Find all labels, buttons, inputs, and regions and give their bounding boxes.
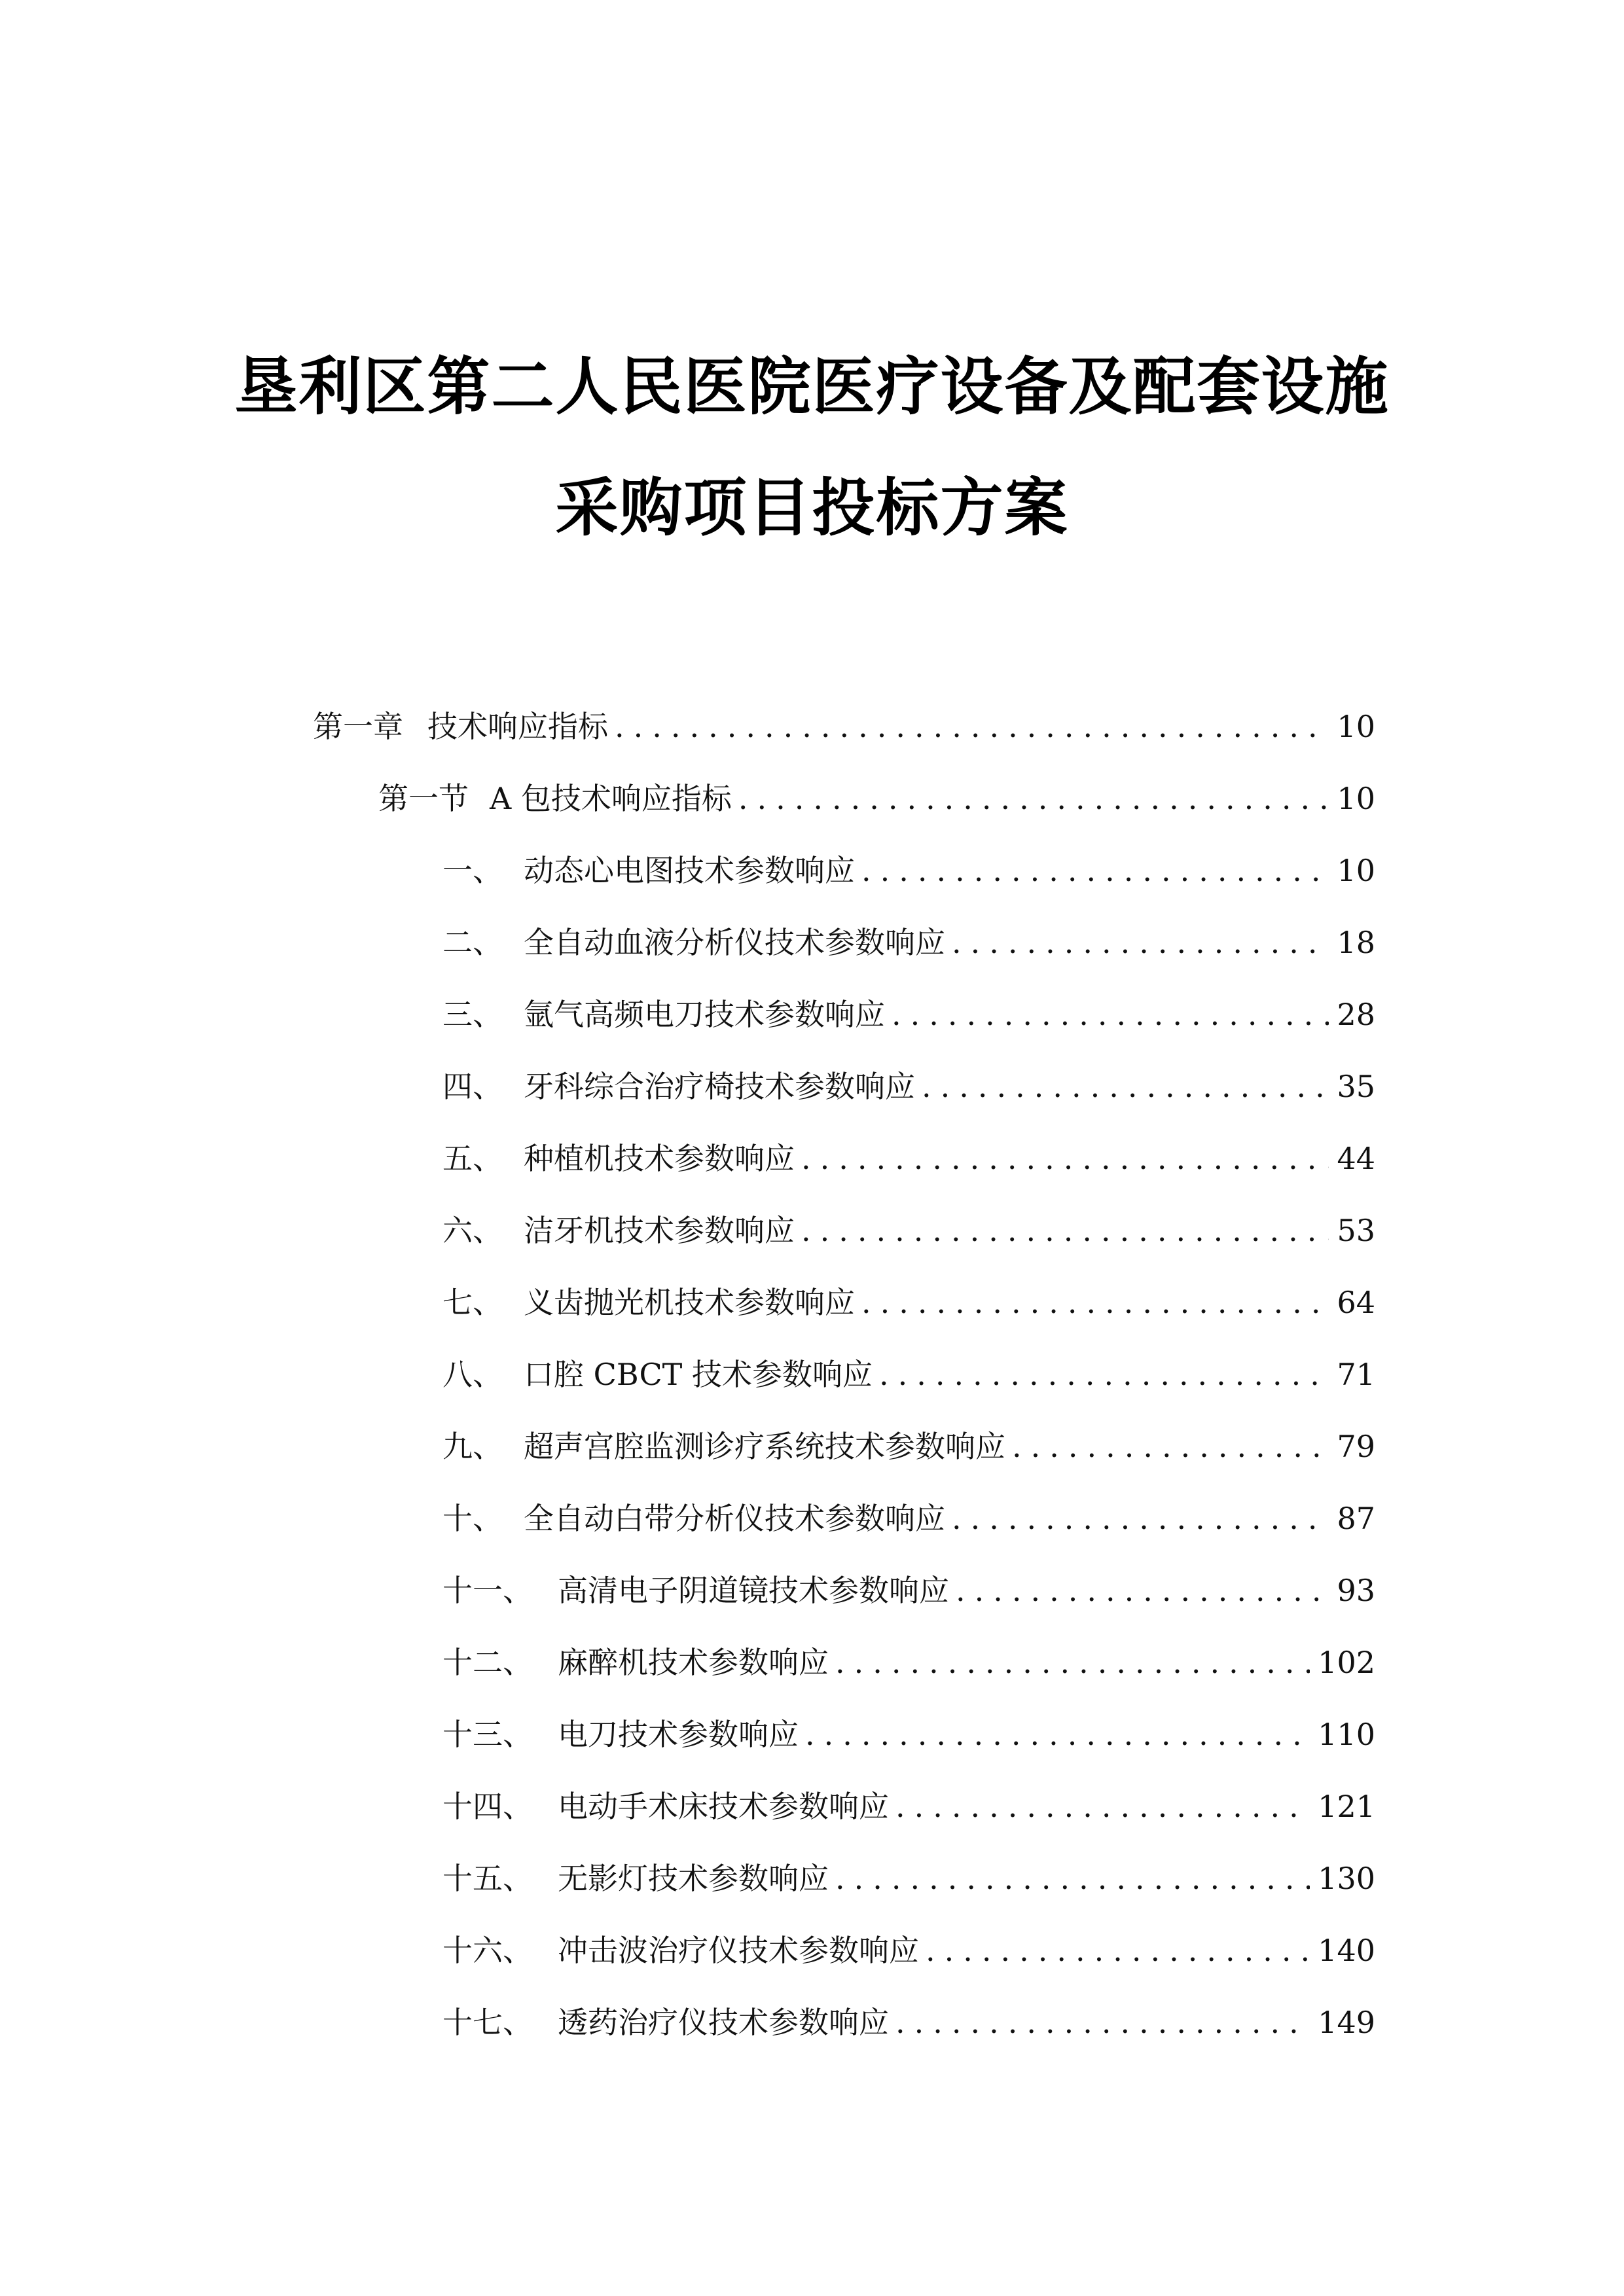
toc-dot-leader — [835, 1643, 1310, 1682]
toc-dot-leader — [861, 1283, 1329, 1322]
toc-item-entry[interactable] — [442, 1571, 1375, 1610]
toc-page-number: 18 — [1337, 925, 1375, 960]
toc-dot-leader — [738, 779, 1329, 818]
toc-entry-label: 氩气高频电刀技术参数响应 — [524, 997, 885, 1032]
toc-page-number: 64 — [1337, 1285, 1375, 1320]
toc-entry-label: 超声宫腔监测诊疗系统技术参数响应 — [524, 1429, 1005, 1464]
toc-dot-leader — [805, 1715, 1310, 1754]
toc-entry-label: 动态心电图技术参数响应 — [524, 853, 855, 888]
toc-chapter-entry[interactable] — [313, 707, 1375, 746]
toc-item-entry[interactable] — [442, 1931, 1375, 1970]
toc-dot-leader — [952, 1499, 1329, 1538]
toc-entry-label: 口腔 CBCT 技术参数响应 — [524, 1357, 873, 1392]
toc-page-number: 130 — [1318, 1861, 1375, 1896]
toc-page-number: 53 — [1337, 1213, 1375, 1248]
toc-page-number: 87 — [1337, 1501, 1375, 1536]
toc-page-number: 10 — [1337, 781, 1375, 816]
toc-item-entry[interactable] — [442, 1787, 1375, 1826]
toc-entry-label: 无影灯技术参数响应 — [558, 1861, 829, 1896]
toc-entry-label: 电动手术床技术参数响应 — [558, 1789, 889, 1824]
toc-page-number: 10 — [1337, 709, 1375, 744]
toc-item-entry[interactable] — [442, 995, 1375, 1034]
toc-item-entry[interactable] — [442, 1427, 1375, 1466]
toc-entry-number: 九、 — [442, 1429, 503, 1464]
toc-entry-number: 二、 — [442, 925, 503, 960]
toc-entry-number: 十七、 — [442, 2005, 533, 2040]
toc-entry-number: 七、 — [442, 1285, 503, 1320]
toc-entry-label: 洁牙机技术参数响应 — [524, 1213, 795, 1248]
toc-entry-label: 冲击波治疗仪技术参数响应 — [558, 1933, 919, 1968]
toc-entry-label: 技术响应指标 — [427, 709, 608, 744]
toc-item-entry[interactable] — [442, 1499, 1375, 1538]
toc-entry-number: 十、 — [442, 1501, 503, 1536]
toc-item-entry[interactable] — [442, 1067, 1375, 1106]
toc-entry-number: 一、 — [442, 853, 503, 888]
toc-entry-number: 十二、 — [442, 1645, 533, 1680]
toc-entry-label: A 包技术响应指标 — [490, 781, 732, 816]
toc-page-number: 121 — [1318, 1789, 1375, 1824]
document-title-line-1: 垦利区第二人民医院医疗设备及配套设施 — [234, 350, 1390, 423]
toc-entry-number: 十一、 — [442, 1573, 533, 1608]
toc-dot-leader — [615, 707, 1329, 746]
toc-dot-leader — [952, 923, 1329, 962]
toc-dot-leader — [892, 995, 1329, 1034]
toc-page-number: 110 — [1318, 1717, 1375, 1752]
toc-entry-number: 六、 — [442, 1213, 503, 1248]
toc-page-number: 10 — [1337, 853, 1375, 888]
toc-page-number: 79 — [1337, 1429, 1375, 1464]
toc-item-entry[interactable] — [442, 923, 1375, 962]
toc-item-entry[interactable] — [442, 1715, 1375, 1754]
toc-page-number: 44 — [1337, 1141, 1375, 1176]
toc-item-entry[interactable] — [442, 1859, 1375, 1898]
toc-item-entry[interactable] — [442, 1283, 1375, 1322]
toc-dot-leader — [922, 1067, 1329, 1106]
toc-dot-leader — [895, 1787, 1310, 1826]
toc-page-number: 93 — [1337, 1573, 1375, 1608]
toc-page-number: 28 — [1337, 997, 1375, 1032]
toc-entry-label: 高清电子阴道镜技术参数响应 — [558, 1573, 949, 1608]
toc-entry-number: 十四、 — [442, 1789, 533, 1824]
toc-entry-number: 十五、 — [442, 1861, 533, 1896]
toc-page-number: 140 — [1318, 1933, 1375, 1968]
toc-dot-leader — [1012, 1427, 1329, 1466]
toc-page-number: 102 — [1318, 1645, 1375, 1680]
toc-entry-number: 三、 — [442, 997, 503, 1032]
toc-item-entry[interactable] — [442, 1355, 1375, 1394]
toc-item-entry[interactable] — [442, 1211, 1375, 1250]
toc-entry-number: 五、 — [442, 1141, 503, 1176]
toc-dot-leader — [879, 1355, 1329, 1394]
toc-item-entry[interactable] — [442, 2003, 1375, 2042]
toc-entry-number: 十六、 — [442, 1933, 533, 1968]
document-title-line-2: 采购项目投标方案 — [555, 471, 1069, 545]
toc-page-number: 149 — [1318, 2005, 1375, 2040]
toc-section-entry[interactable] — [378, 779, 1375, 818]
toc-page-number: 71 — [1337, 1357, 1375, 1392]
toc-entry-label: 牙科综合治疗椅技术参数响应 — [524, 1069, 915, 1104]
toc-item-entry[interactable] — [442, 851, 1375, 890]
toc-entry-label: 全自动血液分析仪技术参数响应 — [524, 925, 945, 960]
toc-entry-label: 义齿抛光机技术参数响应 — [524, 1285, 855, 1320]
toc-entry-number: 十三、 — [442, 1717, 533, 1752]
toc-entry-number: 八、 — [442, 1357, 503, 1392]
toc-entry-label: 全自动白带分析仪技术参数响应 — [524, 1501, 945, 1536]
toc-dot-leader — [926, 1931, 1310, 1970]
toc-entry-label: 种植机技术参数响应 — [524, 1141, 795, 1176]
toc-dot-leader — [801, 1139, 1329, 1178]
toc-dot-leader — [801, 1211, 1329, 1250]
toc-entry-number: 四、 — [442, 1069, 503, 1104]
toc-entry-label: 麻醉机技术参数响应 — [558, 1645, 829, 1680]
toc-entry-number: 第一章 — [313, 709, 403, 744]
toc-dot-leader — [956, 1571, 1329, 1610]
toc-item-entry[interactable] — [442, 1643, 1375, 1682]
toc-dot-leader — [895, 2003, 1310, 2042]
toc-entry-number: 第一节 — [378, 781, 469, 816]
toc-dot-leader — [835, 1859, 1310, 1898]
toc-page-number: 35 — [1337, 1069, 1375, 1104]
toc-dot-leader — [861, 851, 1329, 890]
toc-item-entry[interactable] — [442, 1139, 1375, 1178]
toc-entry-label: 电刀技术参数响应 — [558, 1717, 799, 1752]
toc-entry-label: 透药治疗仪技术参数响应 — [558, 2005, 889, 2040]
